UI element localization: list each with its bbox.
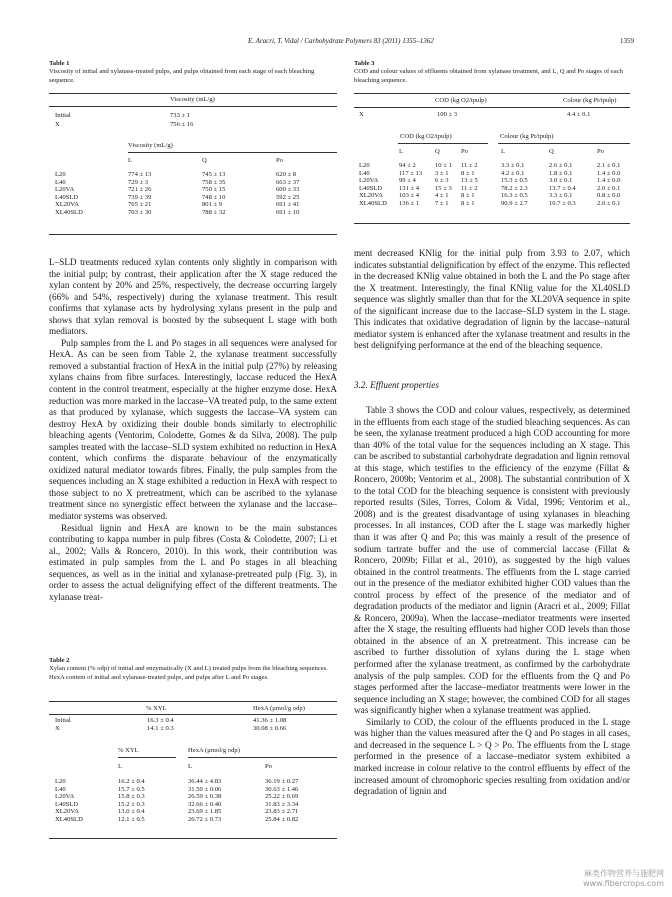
table-row	[55, 801, 298, 809]
table-row	[55, 194, 299, 202]
table3-caption: COD and colour values of effluents obtained from xylanase treatment, and L, Q and Po stages of each bleaching sequence.	[354, 68, 623, 84]
table2-head-hexa2: HexA (μmol/g odp)	[188, 747, 240, 754]
table2-cell: 13.0 ± 0.4	[118, 808, 145, 816]
table3-cell: 3.3 ± 0.1	[501, 162, 525, 169]
table3-cell: 10.7 ± 0.3	[549, 199, 576, 207]
table1-label: Table 1	[49, 60, 70, 67]
table2-label: Table 2	[49, 657, 70, 664]
table3-head-colour2: Colour (kg Pt/tpulp)	[500, 133, 554, 140]
table1-cell: 721 ± 26	[128, 186, 152, 194]
table3-cell: 2.0 ± 0.1	[597, 199, 621, 207]
table2-cell: 25.22 ± 0.69	[265, 793, 299, 801]
table1-cell: 748 ± 10	[202, 193, 226, 201]
table3-cell: 90.9 ± 2.7	[501, 199, 528, 207]
paragraph: Pulp samples from the L and Po stages in all sequences were analysed for HexA. As can be seen from Table 2, the xylanase treatment successfully removed a substantial fraction of HexA in the initial pulp (27%) by releasing xylans chains from fibre surfaces. Interestingly, laccase reduced the HexA content in the control treatment, especially at the higher enzyme dose. HexA reduction was more marked in the laccase–VA treated pulp, to the same extent as that produced by xylanase, which suggests the laccase–VA system can destroy HexA by oxidizing their double bonds similarly to electrophilic bleaching agents (Ventorim, Colodette, Gomes & da Silva, 2008). The pulp samples treated with the laccase–SLD system exhibited no reduction in HexA content, which confirms the disparate behaviour of the enzymatically oxidized natural mediator towards fibres. Finally, the pulp samples from the sequences including an X stage exhibited a reduction in HexA with respect to those subject to no X pretreatment, which can be ascribed to the xylanase treatment since no synergistic effect between the xylanase and the laccase–mediator systems was observed.	[49, 337, 337, 522]
table1-caption-block	[49, 60, 339, 85]
table3-cell: 6 ± 3	[435, 177, 449, 185]
table3-col-header: Po	[597, 148, 604, 155]
table2-cell: 15.2 ± 0.3	[118, 800, 145, 808]
table1-cell: 774 ± 13	[128, 171, 152, 178]
table3-col-header: L	[501, 148, 506, 155]
table3-cell: 0.8 ± 0.0	[597, 192, 621, 200]
table2-cell: 31.83 ± 3.34	[265, 800, 299, 808]
table2-row-label: L40	[55, 785, 66, 793]
table2-top-grid	[55, 717, 286, 732]
table1-row-label: L40	[55, 178, 66, 186]
table2-cell: 16.2 ± 0.4	[118, 778, 145, 785]
table2-cell: 23.69 ± 1.85	[188, 808, 222, 816]
table3-cell: 2.6 ± 0.1	[549, 162, 573, 169]
table2-cell: 32.66 ± 0.40	[188, 800, 222, 808]
table2-head-xyl: % XYL	[146, 705, 167, 712]
table3-row-label: L40	[359, 169, 370, 177]
table3-cell: 11 ± 2	[461, 162, 478, 169]
table3-caption-block	[354, 60, 630, 85]
running-title: E. Aracri, T. Vidal / Carbohydrate Polymers 83 (2011) 1355–1362	[248, 37, 434, 45]
table3-row-label: L20VA	[359, 177, 379, 185]
table3-head-cod2: COD (kg O2/tpulp)	[400, 133, 452, 140]
table3-row-label: L40SLD	[359, 184, 383, 192]
table1-col-header: L	[128, 157, 133, 164]
table3-head-cod: COD (kg O2/tpulp)	[435, 97, 487, 104]
table3-row-label: XL40SLD	[359, 199, 387, 207]
table-row	[55, 816, 298, 824]
table3-cell: 10 ± 1	[435, 162, 452, 169]
table3-cell: 13 ± 5	[461, 177, 478, 185]
table1-row-label: L40SLD	[55, 193, 79, 201]
table3-cell: 1.4 ± 0.0	[597, 177, 621, 185]
table-row	[359, 200, 620, 208]
table3-col-header: Q	[549, 148, 554, 155]
table2-cell: 15.7 ± 0.5	[118, 785, 145, 793]
table3-cell: 4.2 ± 0.1	[501, 169, 525, 177]
table3-col-header: Po	[461, 148, 468, 155]
table3-cell: 11 ± 2	[461, 184, 478, 192]
table1-cell: 801 ± 9	[202, 201, 223, 209]
right-column-text	[354, 405, 630, 798]
page-number: 1359	[620, 37, 634, 45]
section-heading: 3.2. Effluent properties	[354, 380, 439, 390]
table-row	[55, 171, 299, 179]
table2-row-label: L40SLD	[55, 800, 79, 808]
table2-cell: 30.63 ± 1.46	[265, 785, 299, 793]
table1-cell: 788 ± 32	[202, 208, 226, 216]
table1-row-label: XL20VA	[55, 201, 80, 209]
table2-col-header: L	[118, 763, 123, 770]
table2-col-header: L	[188, 763, 193, 770]
table3-cell: 8 ± 1	[461, 169, 475, 177]
table1-cell: 756 ± 16	[170, 121, 194, 129]
table1-cell: 592 ± 25	[276, 193, 300, 201]
table-row	[55, 778, 298, 786]
table2-cell: 36.44 ± 4.83	[188, 778, 222, 785]
table3-cell: 2.1 ± 0.1	[597, 162, 621, 169]
table3-cell: 100 ± 3	[437, 111, 458, 118]
table3-cell: 4.4 ± 0.1	[567, 111, 591, 118]
table2-cell: 25.84 ± 0.82	[265, 815, 299, 823]
table3-row-label: L20	[359, 162, 370, 169]
table3-col-header: Q	[435, 148, 440, 155]
table1-cell: 765 ± 21	[128, 201, 152, 209]
table2-row-label: XL20VA	[55, 808, 80, 816]
table2-row-label: X	[55, 724, 60, 732]
table3-head-colour: Colour (kg Pt/tpulp)	[563, 97, 617, 104]
table3-cell: 3.3 ± 0.1	[549, 192, 573, 200]
table2-caption-block	[49, 657, 339, 682]
table3-cell: 1.4 ± 0.0	[597, 169, 621, 177]
table3-grid	[359, 148, 620, 208]
table3-cell: 16.3 ± 0.5	[501, 192, 528, 200]
table1-cell: 758 ± 35	[202, 178, 226, 186]
table-row	[55, 808, 298, 816]
table2-cell: 41.36 ± 1.08	[253, 717, 287, 724]
table1-head2: Viscosity (mL/g)	[128, 142, 173, 149]
table1-col-header: Po	[276, 157, 283, 164]
paragraph: Residual lignin and HexA are known to be the main substances contributing to kappa number in pulp fibres (Costa & Colodette, 2007; Li et al., 2002; Valls & Roncero, 2010). In this work, their contribution was estimated in pulp samples from the L and Po stages in all bleaching sequences, as well as in the initial and xylanase-pretreated pulp (Fig. 3), in order to assess the actual delignifying effect of the different treatments. The xylanase treat-	[49, 522, 337, 602]
table2-cell: 16.3 ± 0.4	[147, 717, 174, 724]
table2-col-header: Po	[265, 763, 272, 770]
table3-row-label: X	[359, 111, 364, 118]
table-row	[55, 201, 299, 209]
table2-cell: 12.1 ± 0.5	[118, 815, 145, 823]
table-row	[55, 186, 299, 194]
table1-cell: 745 ± 13	[202, 171, 226, 178]
table2-row-label: Initial	[55, 717, 71, 724]
table1-cell: 739 ± 39	[128, 193, 152, 201]
table3-cell: 99 ± 4	[399, 177, 416, 185]
table-row	[359, 162, 620, 170]
table3-cell: 4 ± 1	[435, 192, 449, 200]
table-row	[55, 793, 298, 801]
table1-head1: Viscosity (mL/g)	[170, 96, 215, 103]
table2-cell: 36.19 ± 0.27	[265, 778, 299, 785]
table1-col-header: Q	[202, 157, 207, 164]
table1-caption: Viscosity of initial and xylanase-treated pulps, and pulps obtained from each stage of each bleaching sequence.	[49, 68, 315, 84]
table3-cell: 78.2 ± 2.3	[501, 184, 528, 192]
table-row	[359, 185, 620, 193]
table3-cell: 94 ± 2	[399, 162, 416, 169]
table-row	[55, 786, 298, 794]
watermark-line: 麻类作物营养与施肥网	[584, 869, 664, 878]
table3-cell: 103 ± 4	[399, 192, 420, 200]
table3-cell: 7 ± 1	[435, 199, 449, 207]
table3-cell: 15 ± 3	[435, 184, 452, 192]
table-row	[55, 725, 286, 733]
table2-head-hexa: HexA (μmol/g odp)	[253, 705, 305, 712]
table2-head-xyl2: % XYL	[118, 747, 139, 754]
table-row	[359, 192, 620, 200]
table1-grid	[55, 157, 299, 217]
table1-top-values	[170, 111, 193, 129]
table1-top-labels	[55, 111, 71, 129]
paragraph: ment decreased KNlig for the initial pulp from 3.93 to 2.07, which indicates substantial delignification by effect of the enzyme. This reflected in the decreased KNlig value obtained in both the L and the Po stage after the X treatment. Interestingly, the final KNlig value for the XL40SLD sequence was slightly smaller than that for the XL20VA sequence in spite of the significant increase due to the laccase–SLD system in the L stage. This indicates that oxidative degradation of lignin by the laccase–natural mediator system is enhanced after the xylanase treatment and results in the best delignifying performance at the end of the bleaching sequence.	[354, 248, 630, 351]
table1-cell: 729 ± 3	[128, 178, 149, 186]
table1-row-label: XL40SLD	[55, 208, 83, 216]
paragraph: L–SLD treatments reduced xylan contents only slightly in comparison with the initial pulp; by contrast, their application after the X stage reduced the xylan content by 20% and 25%, respectively, the decrease occurring largely (66% and 54%, respectively) during the xylanase treatment. This result confirms that xylanase acts by hydrolysing xylans present in the pulp and shows that xylan removal is boosted by the subsequent L stage with both mediators.	[49, 257, 337, 337]
table2-row-label: L20VA	[55, 793, 75, 801]
table1-row-label: Initial	[55, 112, 71, 119]
table1-cell: 600 ± 33	[276, 186, 300, 194]
table1-row-label: L20VA	[55, 186, 75, 194]
table2-cell: 31.50 ± 0.06	[188, 785, 222, 793]
table3-cell: 2.0 ± 0.1	[597, 184, 621, 192]
table3-row-label: XL20VA	[359, 192, 384, 200]
table-row	[359, 170, 620, 178]
table2-caption: Xylan content (% odp) of initial and enzymatically (X and L) treated pulps from the bleaching sequences. HexA content of initial and xylanase-treated pulps, and pulps after L and Po stages.	[49, 665, 328, 681]
table3-cell: 131 ± 4	[399, 184, 420, 192]
left-column-text	[49, 257, 337, 603]
table2-cell: 26.72 ± 0.73	[188, 815, 222, 823]
table1-row-label: L20	[55, 171, 66, 178]
table3-cell: 13.7 ± 0.4	[549, 184, 576, 192]
table-row	[55, 209, 299, 217]
table3-cell: 8 ± 1	[461, 199, 475, 207]
table1-cell: 750 ± 15	[202, 186, 226, 194]
table1-cell: 620 ± 8	[276, 171, 297, 178]
table3-cell: 136 ± 1	[399, 199, 420, 207]
table2-row-label: XL40SLD	[55, 815, 83, 823]
table1-cell: 663 ± 37	[276, 178, 300, 186]
table3-cell: 1.8 ± 0.1	[549, 169, 573, 177]
table1-row-label: X	[55, 121, 60, 129]
table3-cell: 3 ± 1	[435, 169, 449, 177]
table3-col-header: L	[399, 148, 404, 155]
watermark-line: www.fibercrops.com	[583, 879, 664, 888]
table1-cell: 691 ± 41	[276, 201, 300, 209]
table3-cell: 15.3 ± 0.5	[501, 177, 528, 185]
table1-cell: 733 ± 1	[170, 112, 191, 119]
table-row	[359, 177, 620, 185]
table3-cell: 117 ± 13	[399, 169, 423, 177]
table2-grid	[55, 763, 298, 824]
table2-cell: 30.08 ± 0.66	[253, 724, 287, 732]
paragraph: Table 3 shows the COD and colour values, respectively, as determined in the effluents from each stage of the studied bleaching sequences. As can be seen, the xylanase treatment produced a high COD accounting for more than 40% of the total value for the sequences including an X stage. This can be ascribed to substantial carbohydrate degradation and lignin removal at this stage, which testifies to the efficiency of the enzyme (Fillat & Roncero, 2009b; Ventorim et al., 2008). The substantial contribution of X to the total COD for the bleaching sequence is consistent with previously reported results (Siles, Torres, Colom & Vidal, 1996; Ventorim et al., 2008) and is the greatest disadvantage of using xylanases in bleaching processes. In all instances, COD after the L stage was markedly higher than it was after Q and Po; this was mainly a result of the presence of sodium tartrate buffer and the use of commercial laccase (Fillat & Roncero, 2009b; Fillat et al., 2010), as suggested by the high values obtained in the control treatments. The effluents from the L stage carried out in the presence of the mediator exhibited higher COD values than the control process by effect of the presence of the mediator and of degradation products of the mediator and lignin (Aracri et al., 2009; Fillat & Roncero, 2009a). When the laccase–mediator treatments were inserted after the X stage, the resulting effluents had higher COD levels than those obtained in the absence of an X pretreatment. This increase can be ascribed to further dissolution of xylans during the L stage when performed after the xylanase treatment, as confirmed by the carbohydrate analysis of the pulp samples. COD for the effluents from the Q and Po stages performed after the laccase–mediator treatments were lower in the sequence including an X stage; however, the combined COD for all stages was significantly higher when a xylanase treatment was applied.	[354, 405, 630, 716]
paragraph: Similarly to COD, the colour of the effluents produced in the L stage was higher than the values measured after the Q and Po stages in all cases, and decreased in the sequence L > Q > Po. The effluents from the L stage performed in the presence of a laccase–mediator system exhibited a marked increase in colour relative to the control effluents by effect of the increased amount of chromophoric species resulting from oxidation and/or degradation of lignin and	[354, 716, 630, 797]
table3-cell: 3.0 ± 0.1	[549, 177, 573, 185]
watermark	[583, 869, 664, 889]
table-row	[55, 179, 299, 187]
table3-cell: 8 ± 1	[461, 192, 475, 200]
table2-cell: 23.83 ± 2.71	[265, 808, 299, 816]
table2-cell: 26.59 ± 0.38	[188, 793, 222, 801]
table1-cell: 703 ± 30	[128, 208, 152, 216]
table-row	[55, 717, 286, 725]
table3-label: Table 3	[354, 60, 375, 67]
table2-row-label: L20	[55, 778, 66, 785]
table2-cell: 15.8 ± 0.3	[118, 793, 145, 801]
table2-cell: 14.1 ± 0.3	[147, 724, 174, 732]
right-column-text-top	[354, 248, 630, 352]
table1-cell: 691 ± 10	[276, 208, 300, 216]
